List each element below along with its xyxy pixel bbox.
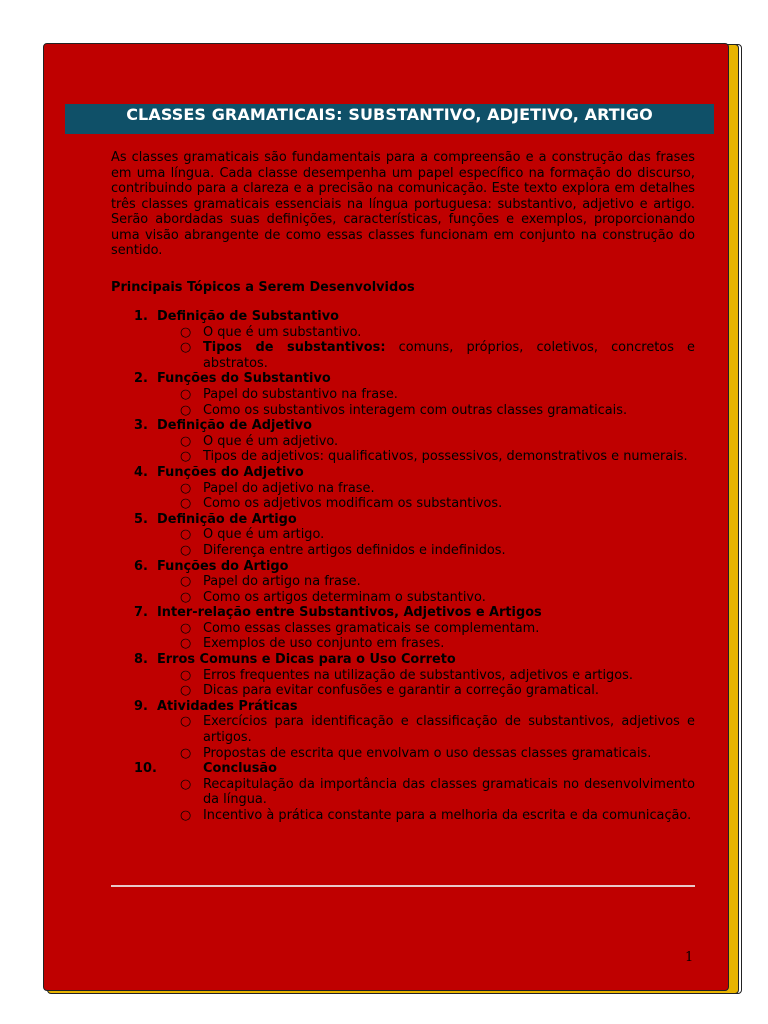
subtopic-text: Como os substantivos interagem com outras classes gramaticais. — [203, 402, 628, 418]
topic-item — [111, 465, 695, 512]
hollow-circle-bullet-icon: ○ — [180, 574, 192, 590]
subtopic-item — [157, 449, 695, 465]
subtopic-text: Papel do adjetivo na frase. — [203, 480, 375, 496]
subtopic-text: O que é um artigo. — [203, 527, 325, 543]
topic-number: 6. — [134, 558, 148, 574]
subtopic-text: O que é um adjetivo. — [203, 433, 339, 449]
subtopic-text: Dicas para evitar confusões e garantir a correção gramatical. — [203, 683, 599, 699]
page-number: 1 — [685, 950, 694, 965]
topic-number: 8. — [134, 652, 148, 668]
topic-title: Funções do Artigo — [157, 558, 289, 574]
subtopic-item — [157, 590, 695, 606]
document-title: CLASSES GRAMATICAIS: SUBSTANTIVO, ADJETIVO, ARTIGO — [65, 104, 714, 134]
hollow-circle-bullet-icon: ○ — [180, 386, 192, 402]
subtopic-text: Papel do substantivo na frase. — [203, 386, 398, 402]
hollow-circle-bullet-icon: ○ — [180, 808, 192, 823]
document-page — [43, 43, 729, 991]
topic-title: Funções do Adjetivo — [157, 464, 304, 480]
topic-number: 3. — [134, 418, 148, 434]
topic-title: Funções do Substantivo — [157, 371, 331, 387]
subtopic-text: Propostas de escrita que envolvam o uso dessas classes gramaticais. — [203, 745, 652, 761]
subtopic-list — [157, 527, 695, 558]
subtopic-text: Exemplos de uso conjunto em frases. — [203, 636, 445, 652]
hollow-circle-bullet-icon: ○ — [180, 324, 192, 340]
subtopic-text: Diferença entre artigos definidos e indefinidos. — [203, 542, 506, 558]
subtopic-item — [157, 403, 695, 419]
subtopic-text: Como essas classes gramaticais se complementam. — [203, 620, 540, 636]
hollow-circle-bullet-icon: ○ — [180, 542, 192, 558]
topic-number: 2. — [134, 371, 148, 387]
subtopic-list — [157, 481, 695, 512]
topic-item — [111, 418, 695, 465]
subtopic-item — [157, 340, 695, 371]
hollow-circle-bullet-icon: ○ — [180, 745, 192, 761]
subtopic-item — [157, 746, 695, 762]
subtopic-text: Erros frequentes na utilização de substantivos, adjetivos e artigos. — [203, 667, 633, 683]
subtopic-item — [157, 496, 695, 512]
hollow-circle-bullet-icon: ○ — [180, 620, 192, 636]
hollow-circle-bullet-icon: ○ — [180, 714, 192, 730]
subtopic-text: Exercícios para identificação e classificação de substantivos, adjetivos e artigos. — [203, 714, 695, 746]
topic-item — [111, 309, 695, 371]
hollow-circle-bullet-icon: ○ — [180, 527, 192, 543]
hollow-circle-bullet-icon: ○ — [180, 496, 192, 512]
topic-number: 4. — [134, 464, 148, 480]
hollow-circle-bullet-icon: ○ — [180, 667, 192, 683]
subtopic-item — [157, 636, 695, 652]
hollow-circle-bullet-icon: ○ — [180, 340, 192, 356]
topic-title: Definição de Substantivo — [157, 309, 339, 324]
hollow-circle-bullet-icon: ○ — [180, 402, 192, 418]
subtopic-item — [157, 387, 695, 403]
subtopic-list — [157, 714, 695, 761]
topic-number: 9. — [134, 698, 148, 714]
subtopic-list — [157, 668, 695, 699]
hollow-circle-bullet-icon: ○ — [180, 683, 192, 699]
topic-title: Erros Comuns e Dicas para o Uso Correto — [157, 652, 456, 668]
topic-title: Definição de Adjetivo — [157, 418, 312, 434]
subtopic-list — [157, 325, 695, 372]
subtopic-list — [157, 777, 695, 824]
hollow-circle-bullet-icon: ○ — [180, 636, 192, 652]
topic-title: Inter-relação entre Substantivos, Adjetivos e Artigos — [157, 605, 542, 621]
subtopic-item — [157, 574, 695, 590]
topic-item — [111, 761, 695, 823]
subtopic-list — [157, 387, 695, 418]
subtopic-item — [157, 668, 695, 684]
subtopic-item — [157, 543, 695, 559]
topic-title: Atividades Práticas — [157, 698, 298, 714]
subtopic-item — [157, 777, 695, 808]
topic-number: 1. — [134, 309, 148, 324]
topic-number: 10. — [134, 761, 157, 777]
topic-item — [111, 605, 695, 652]
topic-number: 7. — [134, 605, 148, 621]
hollow-circle-bullet-icon: ○ — [180, 589, 192, 605]
subtopic-text: comuns, próprios, coletivos, concretos e abstratos. — [203, 340, 695, 371]
topic-title: Conclusão — [203, 761, 277, 777]
hollow-circle-bullet-icon: ○ — [180, 776, 192, 792]
hollow-circle-bullet-icon: ○ — [180, 480, 192, 496]
subtopic-list — [157, 434, 695, 465]
subtopic-list — [157, 574, 695, 605]
subtopic-item — [157, 481, 695, 497]
topic-item — [111, 371, 695, 418]
subtopic-text: Recapitulação da importância das classes gramaticais no desenvolvimento da língua. — [203, 776, 695, 808]
subtopic-text: Incentivo à prática constante para a melhoria da escrita e da comunicação. — [203, 808, 692, 823]
hollow-circle-bullet-icon: ○ — [180, 449, 192, 465]
topic-number: 5. — [134, 511, 148, 527]
subtopic-item — [157, 714, 695, 745]
subtopic-item — [157, 808, 695, 824]
horizontal-rule — [111, 885, 695, 887]
subtopic-text: Como os adjetivos modificam os substantivos. — [203, 496, 503, 512]
subtopic-item — [157, 434, 695, 450]
subtopic-list — [157, 621, 695, 652]
subtopic-text: Papel do artigo na frase. — [203, 574, 361, 590]
subtopic-strong-text: Tipos de substantivos: — [203, 340, 386, 356]
subtopic-text: O que é um substantivo. — [203, 324, 362, 340]
intro-paragraph: As classes gramaticais são fundamentais para a compreensão e a construção das frases em uma língua. Cada classe desempenha um papel específico na formação do discurso, contribuindo para a clareza e a precisão na comunicação. Este texto explora em detalhes três classes gramaticais essenciais na língua portuguesa: substantivo, adjetivo e artigo. Serão abordadas suas definições, características, funções e exemplos, proporcionando uma visão abrangente de como essas classes funcionam em conjunto na construção do sentido. — [111, 150, 695, 258]
topic-item — [111, 512, 695, 559]
topic-item — [111, 699, 695, 761]
subtopic-text: Como os artigos determinam o substantivo. — [203, 589, 486, 605]
subtopic-item — [157, 527, 695, 543]
topics-heading: Principais Tópicos a Serem Desenvolvidos — [111, 280, 415, 295]
topic-title: Definição de Artigo — [157, 511, 297, 527]
subtopic-text: Tipos de adjetivos: qualificativos, possessivos, demonstrativos e numerais. — [203, 449, 688, 465]
hollow-circle-bullet-icon: ○ — [180, 433, 192, 449]
topic-item — [111, 652, 695, 699]
topics-list — [111, 309, 695, 824]
subtopic-item — [157, 621, 695, 637]
subtopic-item — [157, 683, 695, 699]
topic-item — [111, 559, 695, 606]
subtopic-item — [157, 325, 695, 341]
